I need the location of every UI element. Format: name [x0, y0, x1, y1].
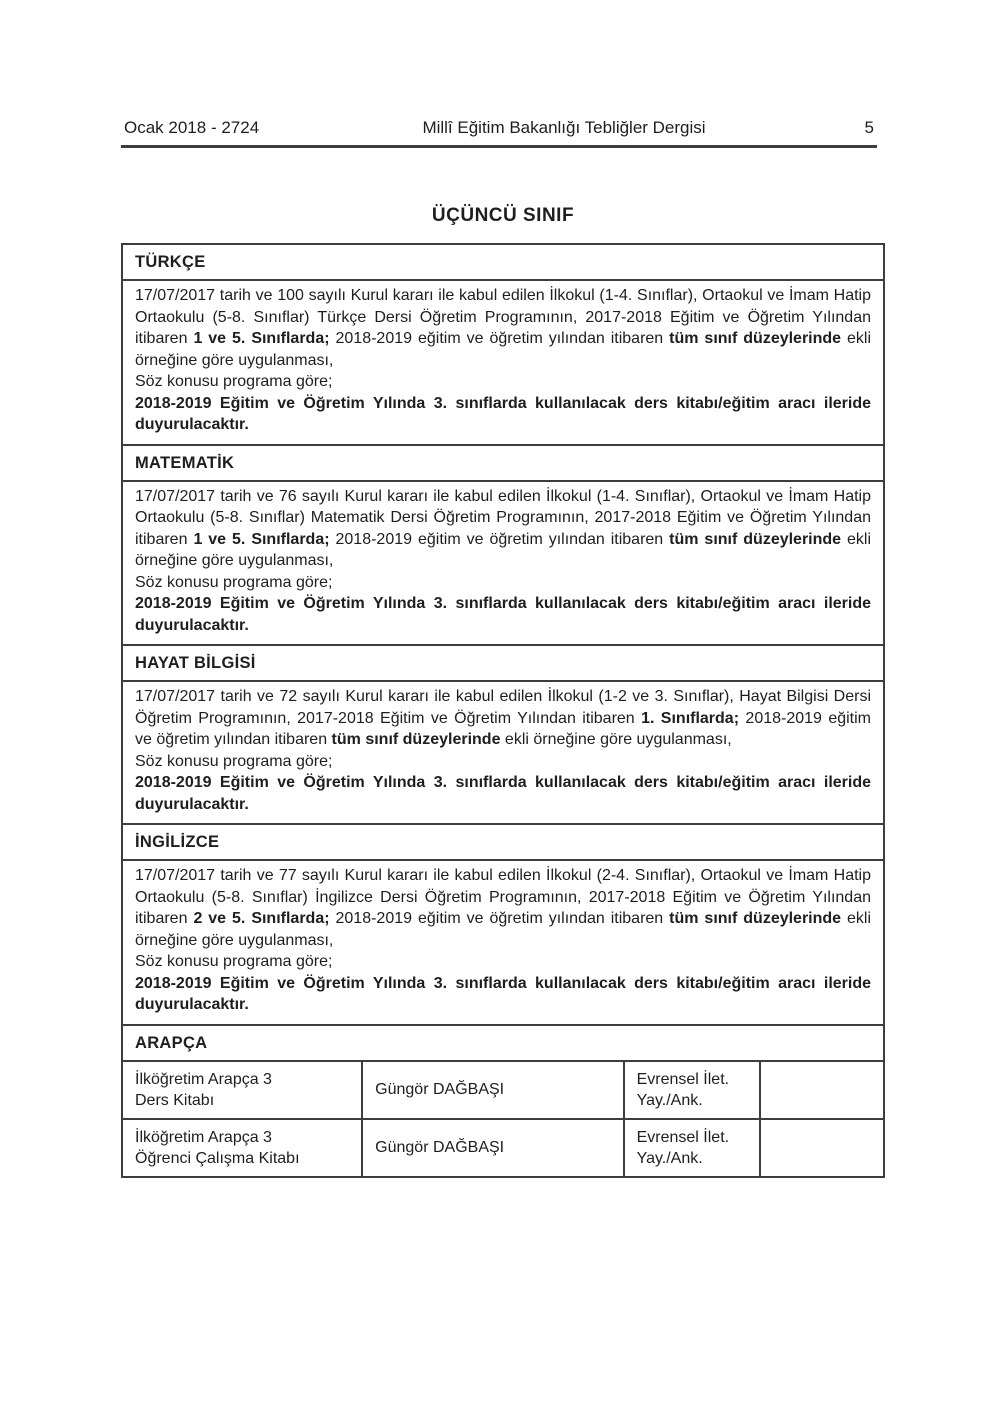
section-header-arapca: ARAPÇA [123, 1026, 883, 1062]
text-run: 2018-2019 eğitim ve öğretim yılından itibaren [329, 530, 670, 548]
text-run: 2018-2019 eğitim ve öğretim yılından itibaren [135, 709, 871, 748]
text-run: 17/07/2017 tarih ve 100 sayılı Kurul kararı ile kabul edilen İlkokul (1-4. Sınıflar), Ortaokul ve İmam Hatip Ortaokulu (5-8. Sınıflar) Türkçe Dersi Öğretim Programının, 2017-2018 Eğitim ve Öğretim Yılından itibaren [135, 287, 871, 347]
book-title-cell [123, 1120, 363, 1176]
paragraph [135, 593, 871, 636]
header-journal-title: Millî Eğitim Bakanlığı Tebliğler Dergisi [422, 118, 706, 137]
book-title-cell [123, 1062, 363, 1118]
text-run: ekli örneğine göre uygulanması, [500, 731, 732, 748]
bold-text-run: 1 ve 5. Sınıflarda; [193, 530, 330, 548]
course-section [123, 825, 883, 1026]
publisher-line: Evrensel İlet. [636, 1070, 730, 1088]
section-body [123, 482, 883, 647]
book-title-line: İlköğretim Arapça 3 [135, 1070, 272, 1088]
bold-text-run: 2018-2019 Eğitim ve Öğretim Yılında 3. sınıflarda kullanılacak ders kitabı/eğitim aracı ileride duyurulacaktır. [135, 394, 871, 433]
book-title-line: Öğrenci Çalışma Kitabı [135, 1149, 300, 1167]
paragraph [135, 486, 871, 572]
publisher-line: Evrensel İlet. [636, 1128, 730, 1146]
course-section [123, 446, 883, 647]
bold-text-run: 2018-2019 Eğitim ve Öğretim Yılında 3. sınıflarda kullanılacak ders kitabı/eğitim aracı ileride duyurulacaktır. [135, 774, 871, 813]
author-name: Güngör DAĞBAŞI [375, 1081, 505, 1098]
author-cell [363, 1062, 624, 1118]
paragraph [135, 973, 871, 1016]
header-issue-date: Ocak 2018 - 2724 [124, 118, 260, 137]
text-run: Söz konusu programa göre; [135, 953, 333, 970]
bold-text-run: 1. Sınıflarda; [641, 709, 740, 727]
header-divider [121, 145, 877, 148]
text-run: 2018-2019 eğitim ve öğretim yılından itibaren [329, 910, 670, 927]
text-run: Söz konusu programa göre; [135, 373, 333, 390]
book-row [123, 1062, 883, 1120]
publisher-line: Yay./Ank. [636, 1149, 703, 1167]
text-run: 2018-2019 eğitim ve öğretim yılından itibaren [329, 330, 670, 347]
book-title-line: İlköğretim Arapça 3 [135, 1128, 272, 1146]
paragraph [135, 371, 871, 393]
publisher-cell [625, 1062, 762, 1118]
paragraph [135, 572, 871, 594]
paragraph [135, 951, 871, 973]
paragraph [135, 772, 871, 815]
text-run: 17/07/2017 tarih ve 72 sayılı Kurul kararı ile kabul edilen İlkokul (1-2 ve 3. Sınıflar), Hayat Bilgisi Dersi Öğretim Programının, 2017-2018 Eğitim ve Öğretim Yılından itibaren [135, 688, 871, 727]
paragraph [135, 865, 871, 951]
note-cell [761, 1062, 883, 1118]
section-title: HAYAT BİLGİSİ [123, 646, 883, 682]
text-run: Söz konusu programa göre; [135, 752, 333, 770]
author-cell [363, 1120, 624, 1176]
publisher-cell [625, 1120, 762, 1176]
paragraph [135, 686, 871, 751]
bold-text-run: 2018-2019 Eğitim ve Öğretim Yılında 3. sınıflarda kullanılacak ders kitabı/eğitim aracı ileride duyurulacaktır. [135, 595, 871, 634]
publisher-line: Yay./Ank. [636, 1091, 703, 1109]
paragraph [135, 751, 871, 773]
page-title: ÜÇÜNCÜ SINIF [431, 205, 575, 226]
text-run: 17/07/2017 tarih ve 77 sayılı Kurul kararı ile kabul edilen İlkokul (2-4. Sınıflar), Ortaokul ve İmam Hatip Ortaokulu (5-8. Sınıflar) İngilizce Dersi Öğretim Programının, 2017-2018 Eğitim ve Öğretim Yılından itibaren [135, 867, 871, 927]
section-body [123, 861, 883, 1026]
section-title: TÜRKÇE [123, 245, 883, 281]
text-run: ekli örneğine göre uygulanması, [135, 530, 872, 569]
course-table [121, 243, 885, 1178]
author-name: Güngör DAĞBAŞI [375, 1139, 505, 1156]
text-run: 17/07/2017 tarih ve 76 sayılı Kurul kararı ile kabul edilen İlkokul (1-4. Sınıflar), Ortaokul ve İmam Hatip Ortaokulu (5-8. Sınıflar) Matematik Dersi Öğretim Programının, 2017-2018 Eğitim ve Öğretim Yılından itibaren [135, 487, 871, 548]
text-run: Söz konusu programa göre; [135, 573, 333, 591]
section-body [123, 682, 883, 825]
bold-text-run: 2018-2019 Eğitim ve Öğretim Yılında 3. sınıflarda kullanılacak ders kitabı/eğitim aracı ileride duyurulacaktır. [135, 974, 871, 1013]
section-title: MATEMATİK [123, 446, 883, 482]
paragraph [135, 393, 871, 436]
paragraph [135, 285, 871, 371]
section-body [123, 281, 883, 446]
course-section [123, 245, 883, 446]
book-row [123, 1120, 883, 1176]
note-cell [761, 1120, 883, 1176]
bold-text-run: 1 ve 5. Sınıflarda; [193, 330, 330, 347]
bold-text-run: tüm sınıf düzeylerinde [331, 731, 501, 748]
section-title: İNGİLİZCE [123, 825, 883, 861]
text-run: ekli örneğine göre uygulanması, [135, 330, 872, 369]
arapca-rows [123, 1062, 883, 1176]
header-page-number: 5 [864, 118, 874, 137]
bold-text-run: tüm sınıf düzeylerinde [669, 530, 842, 548]
bold-text-run: 2 ve 5. Sınıflarda; [193, 910, 330, 927]
course-section [123, 646, 883, 825]
bold-text-run: tüm sınıf düzeylerinde [669, 910, 842, 927]
sections [123, 245, 883, 1026]
book-title-line: Ders Kitabı [135, 1091, 215, 1109]
text-run: ekli örneğine göre uygulanması, [135, 910, 872, 949]
bold-text-run: tüm sınıf düzeylerinde [669, 330, 842, 347]
